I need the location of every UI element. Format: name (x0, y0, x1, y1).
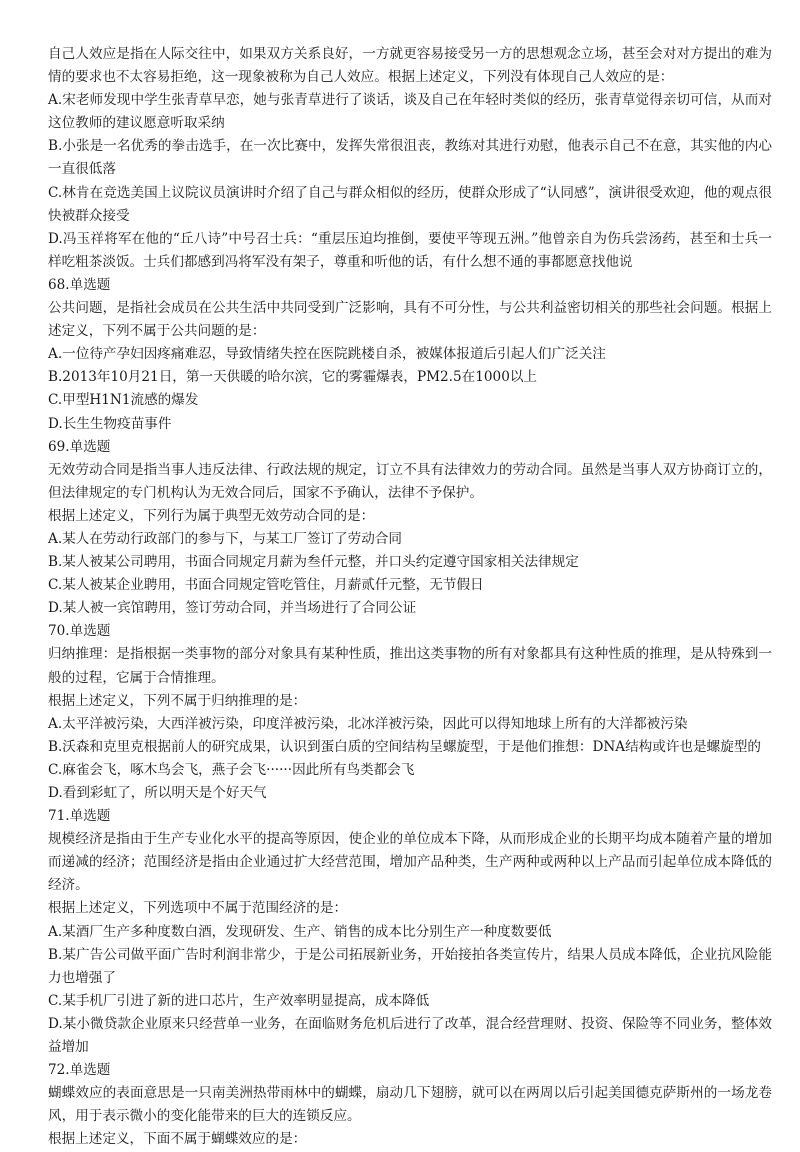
q70-definition: 归纳推理：是指根据一类事物的部分对象具有某种性质，推出这类事物的所有对象都具有这种性质的推理，是从特殊到一般的过程，它属于合情推理。 (48, 646, 772, 686)
q67-option-c: C.林肯在竞选美国上议院议员演讲时介绍了自己与群众相似的经历，使群众形成了“认同感”，演讲很受欢迎，他的观点很快被群众接受 (48, 184, 772, 224)
q71-heading: 71.单选题 (48, 808, 111, 825)
q71-definition: 规模经济是指由于生产专业化水平的提高等原因，使企业的单位成本下降，从而形成企业的长期平均成本随着产量的增加而递减的经济；范围经济是指由企业通过扩大经营范围，增加产品种类，生产两种或两种以上产品而引起单位成本降低的经济。 (48, 831, 772, 894)
q68-option-a: A.一位待产孕妇因疼痛难忍，导致情绪失控在医院跳楼自杀，被媒体报道后引起人们广泛关注 (48, 346, 606, 363)
q68-option-d: D.长生生物疫苗事件 (48, 415, 172, 432)
q70-option-a: A.太平洋被污染，大西洋被污染，印度洋被污染，北冰洋被污染，因此可以得知地球上所有的大洋都被污染 (48, 715, 688, 732)
q70-option-d: D.看到彩虹了，所以明天是个好天气 (48, 785, 267, 801)
q67-stem: 自己人效应是指在人际交往中，如果双方关系良好，一方就更容易接受另一方的思想观念立场，甚至会对对方提出的难为情的要求也不太容易拒绝，这一现象被称为自己人效应。根据上述定义，下列没有体现自己人效应的是： (48, 46, 772, 86)
q69-option-b: B.某人被某公司聘用，书面合同规定月薪为叁仟元整，并口头约定遵守国家相关法律规定 (48, 554, 579, 571)
document-page (48, 43, 772, 1152)
q71-option-c: C.某手机厂引进了新的进口芯片，生产效率明显提高，成本降低 (48, 992, 430, 1009)
q72-definition: 蝴蝶效应的表面意思是一只南美洲热带雨林中的蝴蝶，扇动几下翅膀，就可以在两周以后引起美国德克萨斯州的一场龙卷风，用于表示微小的变化能带来的巨大的连锁反应。 (48, 1085, 772, 1125)
q72-heading: 72.单选题 (48, 1062, 111, 1079)
q71-option-a: A.某酒厂生产多种度数白酒，发现研发、生产、销售的成本比分别生产一种度数要低 (48, 923, 552, 940)
q69-option-c: C.某人被某企业聘用，书面合同规定管吃管住，月薪贰仟元整，无节假日 (48, 577, 484, 594)
q70-stem: 根据上述定义，下列不属于归纳推理的是： (48, 692, 307, 709)
q70-option-c: C.麻雀会飞，啄木鸟会飞，燕子会飞······因此所有鸟类都会飞 (48, 761, 415, 778)
q68-stem: 公共问题，是指社会成员在公共生活中共同受到广泛影响，具有不可分性，与公共利益密切相关的那些社会问题。根据上述定义，下列不属于公共问题的是： (48, 300, 772, 340)
q69-stem: 根据上述定义，下列行为属于典型无效劳动合同的是： (48, 507, 375, 524)
q68-option-c: C.甲型H1N1流感的爆发 (48, 392, 199, 409)
q70-option-b: B.沃森和克里克根据前人的研究成果，认识到蛋白质的空间结构呈螺旋型，于是他们推想：DNA结构或许也是螺旋型的 (48, 738, 762, 755)
q69-option-d: D.某人被一宾馆聘用，签订劳动合同，并当场进行了合同公证 (48, 600, 417, 617)
q72-stem: 根据上述定义，下面不属于蝴蝶效应的是： (48, 1131, 307, 1148)
q71-option-b: B.某广告公司做平面广告时利润非常少，于是公司拓展新业务，开始接拍各类宣传片，结果人员成本降低，企业抗风险能力也增强了 (48, 946, 772, 986)
q68-heading: 68.单选题 (48, 276, 111, 293)
q69-definition: 无效劳动合同是指当事人违反法律、行政法规的规定，订立不具有法律效力的劳动合同。虽然是当事人双方协商订立的，但法律规定的专门机构认为无效合同后，国家不予确认，法律不予保护。 (48, 461, 772, 501)
q71-option-d: D.某小微贷款企业原来只经营单一业务，在面临财务危机后进行了改革，混合经营理财、投资、保险等不同业务，整体效益增加 (48, 1015, 772, 1056)
q69-heading: 69.单选题 (48, 438, 111, 455)
q67-option-b: B.小张是一名优秀的拳击选手，在一次比赛中，发挥失常很沮丧，教练对其进行劝慰，他表示自己不在意，其实他的内心一直很低落 (48, 138, 772, 178)
q67-option-a: A.宋老师发现中学生张青草早恋，她与张青草进行了谈话，谈及自己在年轻时类似的经历，张青草觉得亲切可信，从而对这位教师的建议愿意听取采纳 (48, 92, 772, 132)
q71-stem: 根据上述定义，下列选项中不属于范围经济的是： (48, 900, 348, 917)
q68-option-b: B.2013年10月21日，第一天供暖的哈尔滨，它的雾霾爆表，PM2.5在1000以上 (48, 369, 538, 386)
q69-option-a: A.某人在劳动行政部门的参与下，与某工厂签订了劳动合同 (48, 530, 402, 547)
q70-heading: 70.单选题 (48, 623, 111, 640)
q67-option-d: D.冯玉祥将军在他的“丘八诗”中号召士兵：“重层压迫均推倒，要使平等现五洲。”他曾亲自为伤兵尝汤药，甚至和士兵一样吃粗茶淡饭。士兵们都感到冯将军没有架子，尊重和听他的话，有什么想不通的事都愿意找他说 (48, 230, 772, 270)
